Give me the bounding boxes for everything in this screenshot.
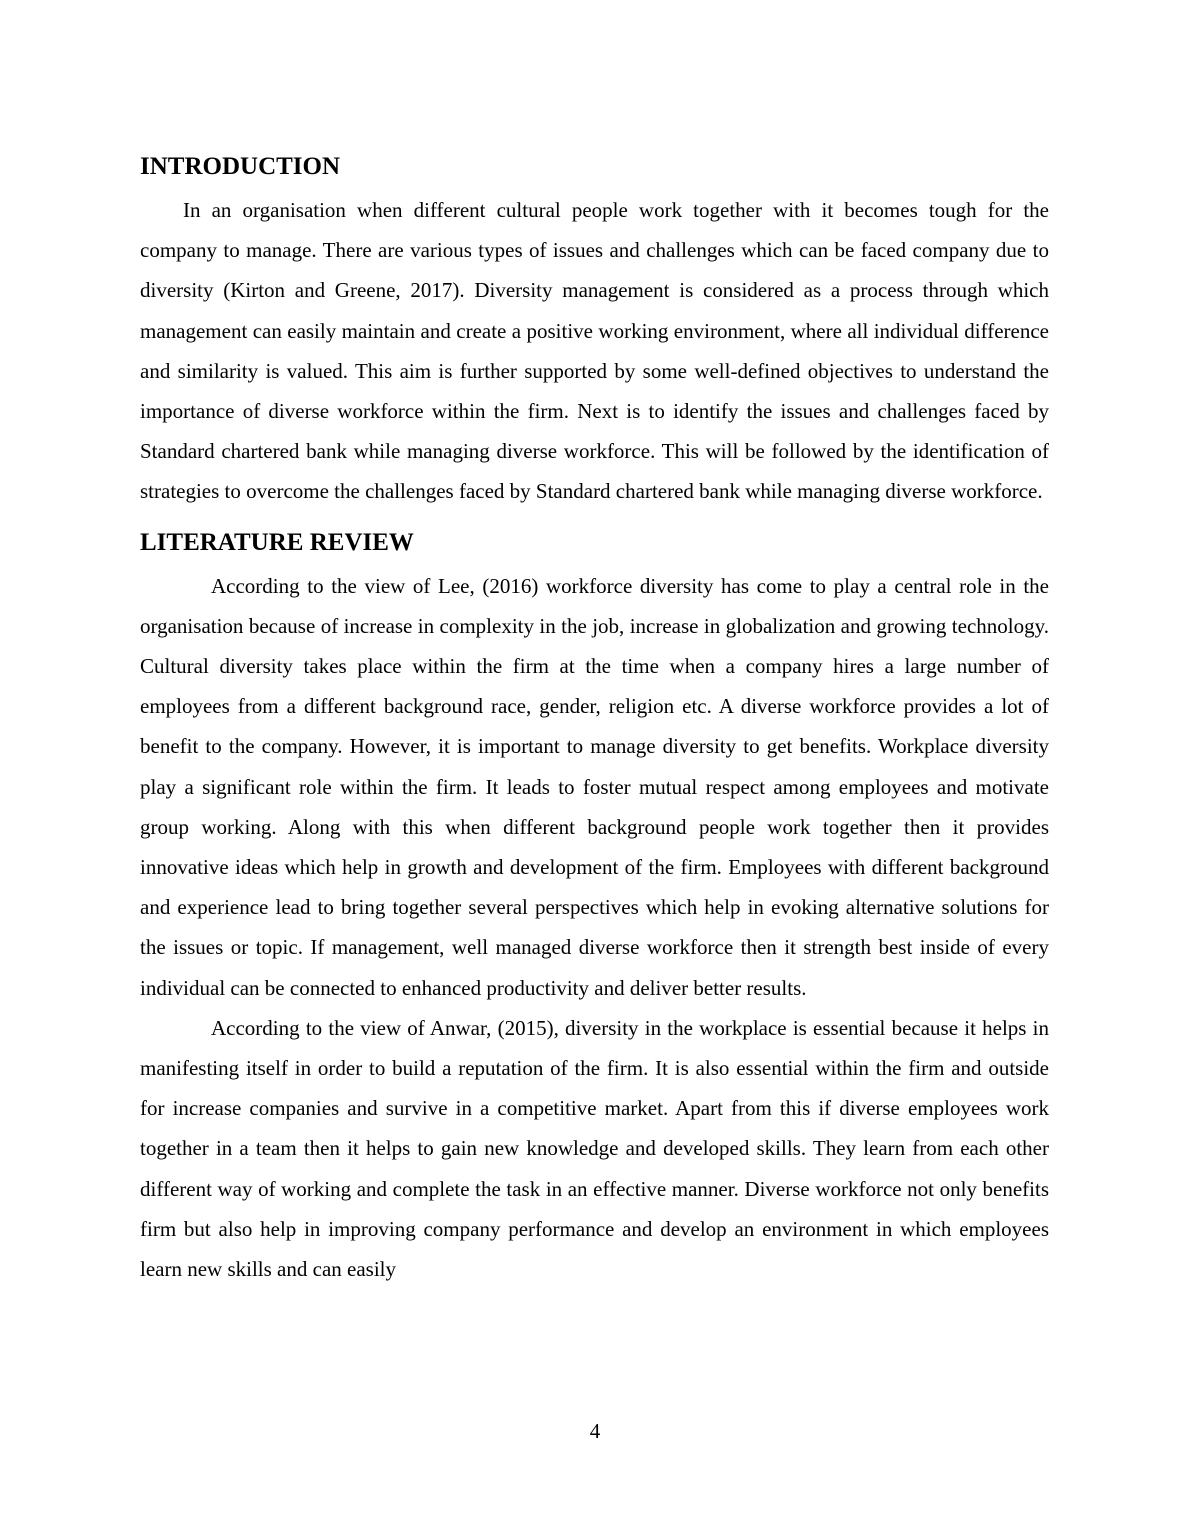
page-content [140,150,1049,1289]
introduction-paragraph: In an organisation when different cultural people work together with it becomes tough for the company to manage. There are various types of issues and challenges which can be faced company due to diversity (Kirton and Greene, 2017). Diversity management is considered as a process through which management can easily maintain and create a positive working environment, where all individual difference and similarity is valued. This aim is further supported by some well-defined objectives to understand the importance of diverse workforce within the firm. Next is to identify the issues and challenges faced by Standard chartered bank while managing diverse workforce. This will be followed by the identification of strategies to overcome the challenges faced by Standard chartered bank while managing diverse workforce. [140,198,1049,504]
heading-introduction: INTRODUCTION [140,153,341,180]
heading-literature-review: LITERATURE REVIEW [140,528,414,556]
page-number: 4 [589,1419,601,1443]
literature-review-paragraph-2: According to the view of Anwar, (2015), diversity in the workplace is essential because it helps in manifesting itself in order to build a reputation of the firm. It is also essential within the firm and outside for increase companies and survive in a competitive market. Apart from this if diverse employees work together in a team then it helps to gain new knowledge and developed skills. They learn from each other different way of working and complete the task in an effective manner. Diverse workforce not only benefits firm but also help in improving company performance and develop an environment in which employees learn new skills and can easily [140,1015,1049,1282]
literature-review-paragraph-1: According to the view of Lee, (2016) workforce diversity has come to play a central role in the organisation because of increase in complexity in the job, increase in globalization and growing technology. Cultural diversity takes place within the firm at the time when a company hires a large number of employees from a different background race, gender, religion etc. A diverse workforce provides a lot of benefit to the company. However, it is important to manage diversity to get benefits. Workplace diversity play a significant role within the firm. It leads to foster mutual respect among employees and motivate group working. Along with this when different background people work together then it provides innovative ideas which help in growth and development of the firm. Employees with different background and experience lead to bring together several perspectives which help in evoking alternative solutions for the issues or topic. If management, well managed diverse workforce then it strength best inside of every individual can be connected to enhanced productivity and deliver better results. [140,573,1049,1000]
